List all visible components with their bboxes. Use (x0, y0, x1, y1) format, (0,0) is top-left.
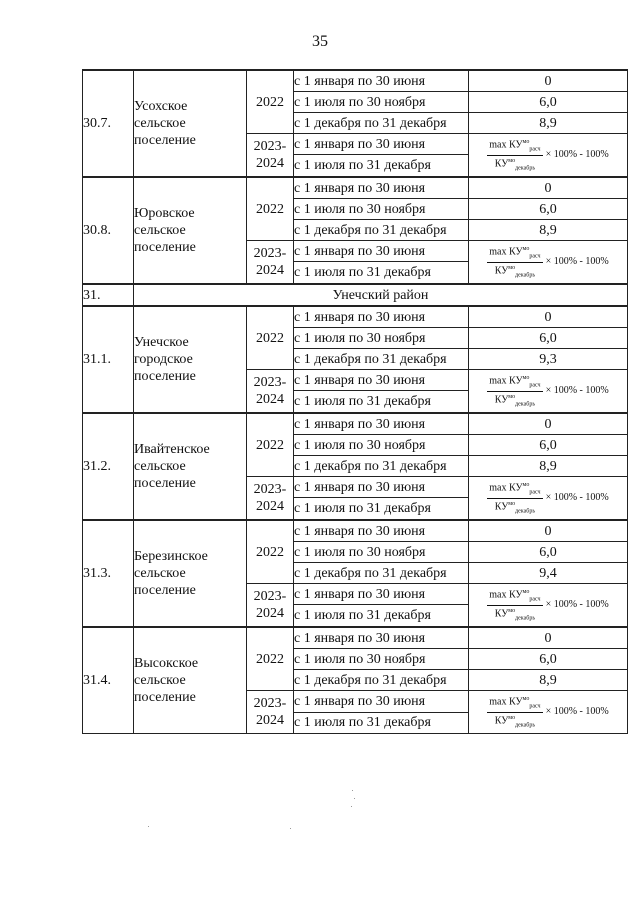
year-2023-2024: 2023- 2024 (247, 477, 294, 521)
value-cell: 0 (469, 306, 628, 328)
row-number: 31.3. (83, 520, 134, 627)
formula-cell (469, 241, 628, 285)
value-cell: 0 (469, 70, 628, 92)
period-cell: с 1 июля по 31 декабря (294, 498, 469, 520)
formula: $\frac{\max КУ^{мо}_{расч}}{КУ^{мо}_{декабрь}}$ × 100% - 100% (489, 696, 609, 728)
table-row (83, 627, 628, 649)
formula-cell (469, 370, 628, 414)
period-cell: с 1 июля по 31 декабря (294, 391, 469, 413)
period-cell: с 1 июля по 30 ноября (294, 649, 469, 670)
value-cell: 6,0 (469, 649, 628, 670)
formula: $\frac{\max КУ^{мо}_{расч}}{КУ^{мо}_{декабрь}}$ × 100% - 100% (489, 246, 609, 278)
period-cell: с 1 января по 30 июня (294, 477, 469, 498)
period-cell: с 1 декабря по 31 декабря (294, 349, 469, 370)
value-cell: 6,0 (469, 92, 628, 113)
period-cell: с 1 декабря по 31 декабря (294, 220, 469, 241)
settlement-name: Высокское сельское поселение (134, 627, 247, 734)
table-row (83, 413, 628, 435)
period-cell: с 1 декабря по 31 декабря (294, 456, 469, 477)
value-cell: 9,4 (469, 563, 628, 584)
period-cell: с 1 июля по 30 ноября (294, 199, 469, 220)
value-cell: 6,0 (469, 542, 628, 563)
row-number: 31.1. (83, 306, 134, 413)
settlement-name: Усохское сельское поселение (134, 70, 247, 177)
value-cell: 8,9 (469, 220, 628, 241)
value-cell: 6,0 (469, 199, 628, 220)
settlement-name: Ивайтенское сельское поселение (134, 413, 247, 520)
year-2022: 2022 (247, 520, 294, 584)
district-name: Унечский район (134, 284, 628, 306)
table-row (83, 520, 628, 542)
row-number: 31.4. (83, 627, 134, 734)
year-2022: 2022 (247, 413, 294, 477)
district-number: 31. (83, 284, 134, 306)
formula: $\frac{\max КУ^{мо}_{расч}}{КУ^{мо}_{декабрь}}$ × 100% - 100% (489, 139, 609, 171)
period-cell: с 1 января по 30 июня (294, 691, 469, 713)
period-cell: с 1 января по 30 июня (294, 584, 469, 605)
value-cell: 0 (469, 520, 628, 542)
row-number: 31.2. (83, 413, 134, 520)
period-cell: с 1 декабря по 31 декабря (294, 113, 469, 134)
table-row (83, 177, 628, 199)
period-cell: с 1 июля по 31 декабря (294, 712, 469, 734)
year-2023-2024: 2023- 2024 (247, 134, 294, 178)
period-cell: с 1 января по 30 июня (294, 520, 469, 542)
year-2023-2024: 2023- 2024 (247, 584, 294, 628)
period-cell: с 1 января по 30 июня (294, 370, 469, 391)
value-cell: 0 (469, 627, 628, 649)
period-cell: с 1 января по 30 июня (294, 306, 469, 328)
period-cell: с 1 июля по 30 ноября (294, 435, 469, 456)
table-row (83, 306, 628, 328)
period-cell: с 1 июля по 30 ноября (294, 542, 469, 563)
settlement-name: Унечское городское поселение (134, 306, 247, 413)
year-2023-2024: 2023- 2024 (247, 241, 294, 285)
formula: $\frac{\max КУ^{мо}_{расч}}{КУ^{мо}_{декабрь}}$ × 100% - 100% (489, 375, 609, 407)
period-cell: с 1 декабря по 31 декабря (294, 563, 469, 584)
value-cell: 6,0 (469, 435, 628, 456)
year-2022: 2022 (247, 627, 294, 691)
period-cell: с 1 июля по 31 декабря (294, 262, 469, 284)
formula-cell (469, 691, 628, 734)
settlement-name: Березинское сельское поселение (134, 520, 247, 627)
row-number: 30.8. (83, 177, 134, 284)
formula-cell (469, 134, 628, 178)
formula-cell (469, 584, 628, 628)
district-row (83, 284, 628, 306)
period-cell: с 1 января по 30 июня (294, 70, 469, 92)
value-cell: 8,9 (469, 670, 628, 691)
formula-cell (469, 477, 628, 521)
value-cell: 9,3 (469, 349, 628, 370)
settlement-name: Юровское сельское поселение (134, 177, 247, 284)
year-2022: 2022 (247, 70, 294, 134)
table-row (83, 70, 628, 92)
year-2022: 2022 (247, 306, 294, 370)
value-cell: 0 (469, 413, 628, 435)
value-cell: 6,0 (469, 328, 628, 349)
period-cell: с 1 июля по 30 ноября (294, 92, 469, 113)
year-2023-2024: 2023- 2024 (247, 691, 294, 734)
period-cell: с 1 января по 30 июня (294, 241, 469, 262)
value-cell: 0 (469, 177, 628, 199)
period-cell: с 1 января по 30 июня (294, 627, 469, 649)
period-cell: с 1 января по 30 июня (294, 134, 469, 155)
row-number: 30.7. (83, 70, 134, 177)
period-cell: с 1 января по 30 июня (294, 177, 469, 199)
formula: $\frac{\max КУ^{мо}_{расч}}{КУ^{мо}_{декабрь}}$ × 100% - 100% (489, 482, 609, 514)
tariff-table (82, 69, 628, 734)
page-number: 35 (312, 33, 328, 50)
value-cell: 8,9 (469, 456, 628, 477)
period-cell: с 1 июля по 31 декабря (294, 605, 469, 627)
period-cell: с 1 декабря по 31 декабря (294, 670, 469, 691)
value-cell: 8,9 (469, 113, 628, 134)
period-cell: с 1 января по 30 июня (294, 413, 469, 435)
period-cell: с 1 июля по 30 ноября (294, 328, 469, 349)
year-2023-2024: 2023- 2024 (247, 370, 294, 414)
year-2022: 2022 (247, 177, 294, 241)
period-cell: с 1 июля по 31 декабря (294, 155, 469, 177)
formula: $\frac{\max КУ^{мо}_{расч}}{КУ^{мо}_{декабрь}}$ × 100% - 100% (489, 589, 609, 621)
